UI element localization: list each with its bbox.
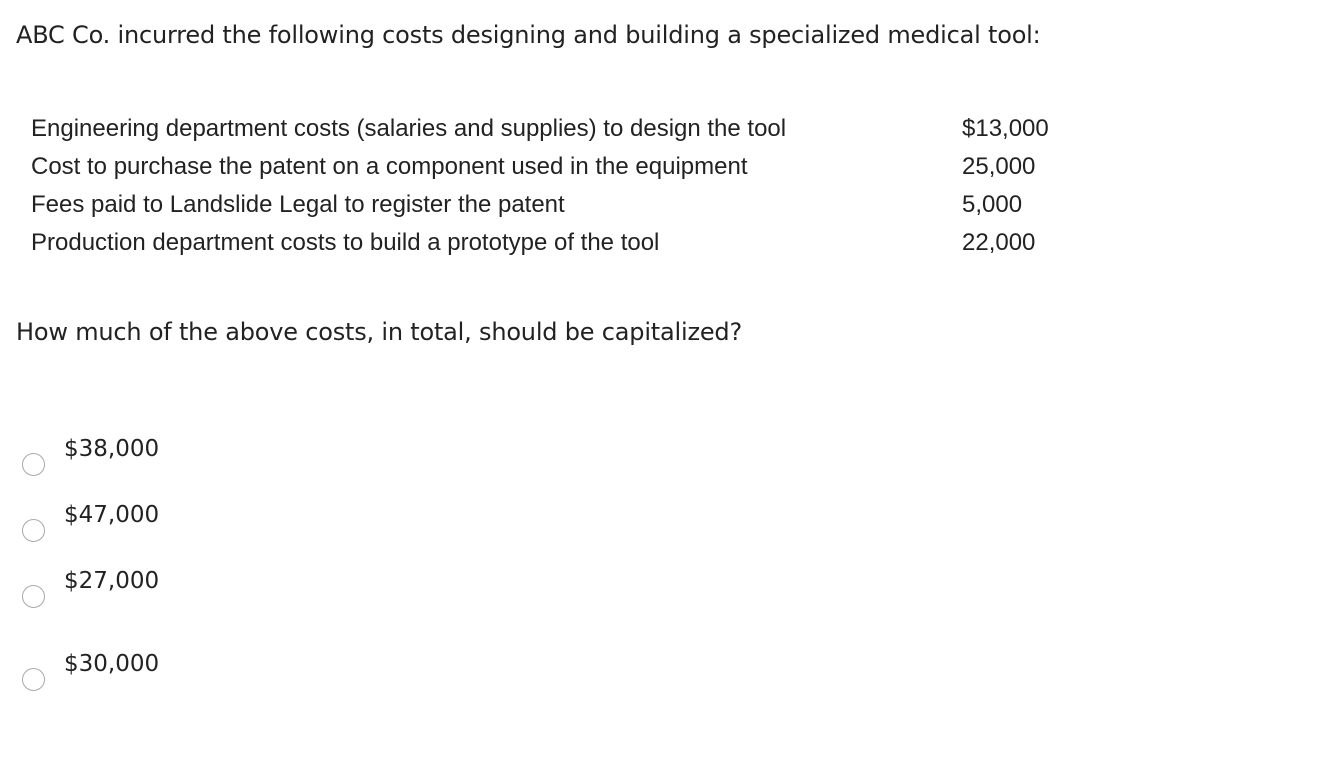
cost-description: Engineering department costs (salaries and supplies) to design the tool [31, 115, 787, 142]
cost-row [31, 110, 1061, 148]
cost-amount: 5,000 [962, 191, 1023, 218]
answer-option-label[interactable]: $27,000 [64, 568, 160, 594]
cost-description: Cost to purchase the patent on a component used in the equipment [31, 153, 748, 180]
cost-row [31, 186, 1061, 224]
cost-description: Production department costs to build a prototype of the tool [31, 229, 660, 256]
cost-amount: $13,000 [962, 115, 1049, 142]
cost-table [31, 110, 1061, 262]
answer-option-label[interactable]: $30,000 [64, 651, 160, 677]
answer-option-4[interactable] [22, 651, 322, 708]
answer-option-label[interactable]: $38,000 [64, 436, 160, 462]
radio-button-icon[interactable] [22, 668, 45, 691]
radio-button-icon[interactable] [22, 453, 45, 476]
radio-button-icon[interactable] [22, 585, 45, 608]
cost-row [31, 148, 1061, 186]
answer-option-3[interactable] [22, 568, 322, 625]
radio-button-icon[interactable] [22, 519, 45, 542]
answer-option-label[interactable]: $47,000 [64, 502, 160, 528]
answer-option-2[interactable] [22, 502, 322, 559]
question-intro: ABC Co. incurred the following costs designing and building a specialized medical tool: [16, 21, 1041, 49]
cost-amount: 22,000 [962, 229, 1036, 256]
answer-option-1[interactable] [22, 436, 322, 493]
cost-description: Fees paid to Landslide Legal to register the patent [31, 191, 565, 218]
cost-amount: 25,000 [962, 153, 1036, 180]
question-prompt: How much of the above costs, in total, should be capitalized? [16, 318, 742, 346]
cost-row [31, 224, 1061, 262]
